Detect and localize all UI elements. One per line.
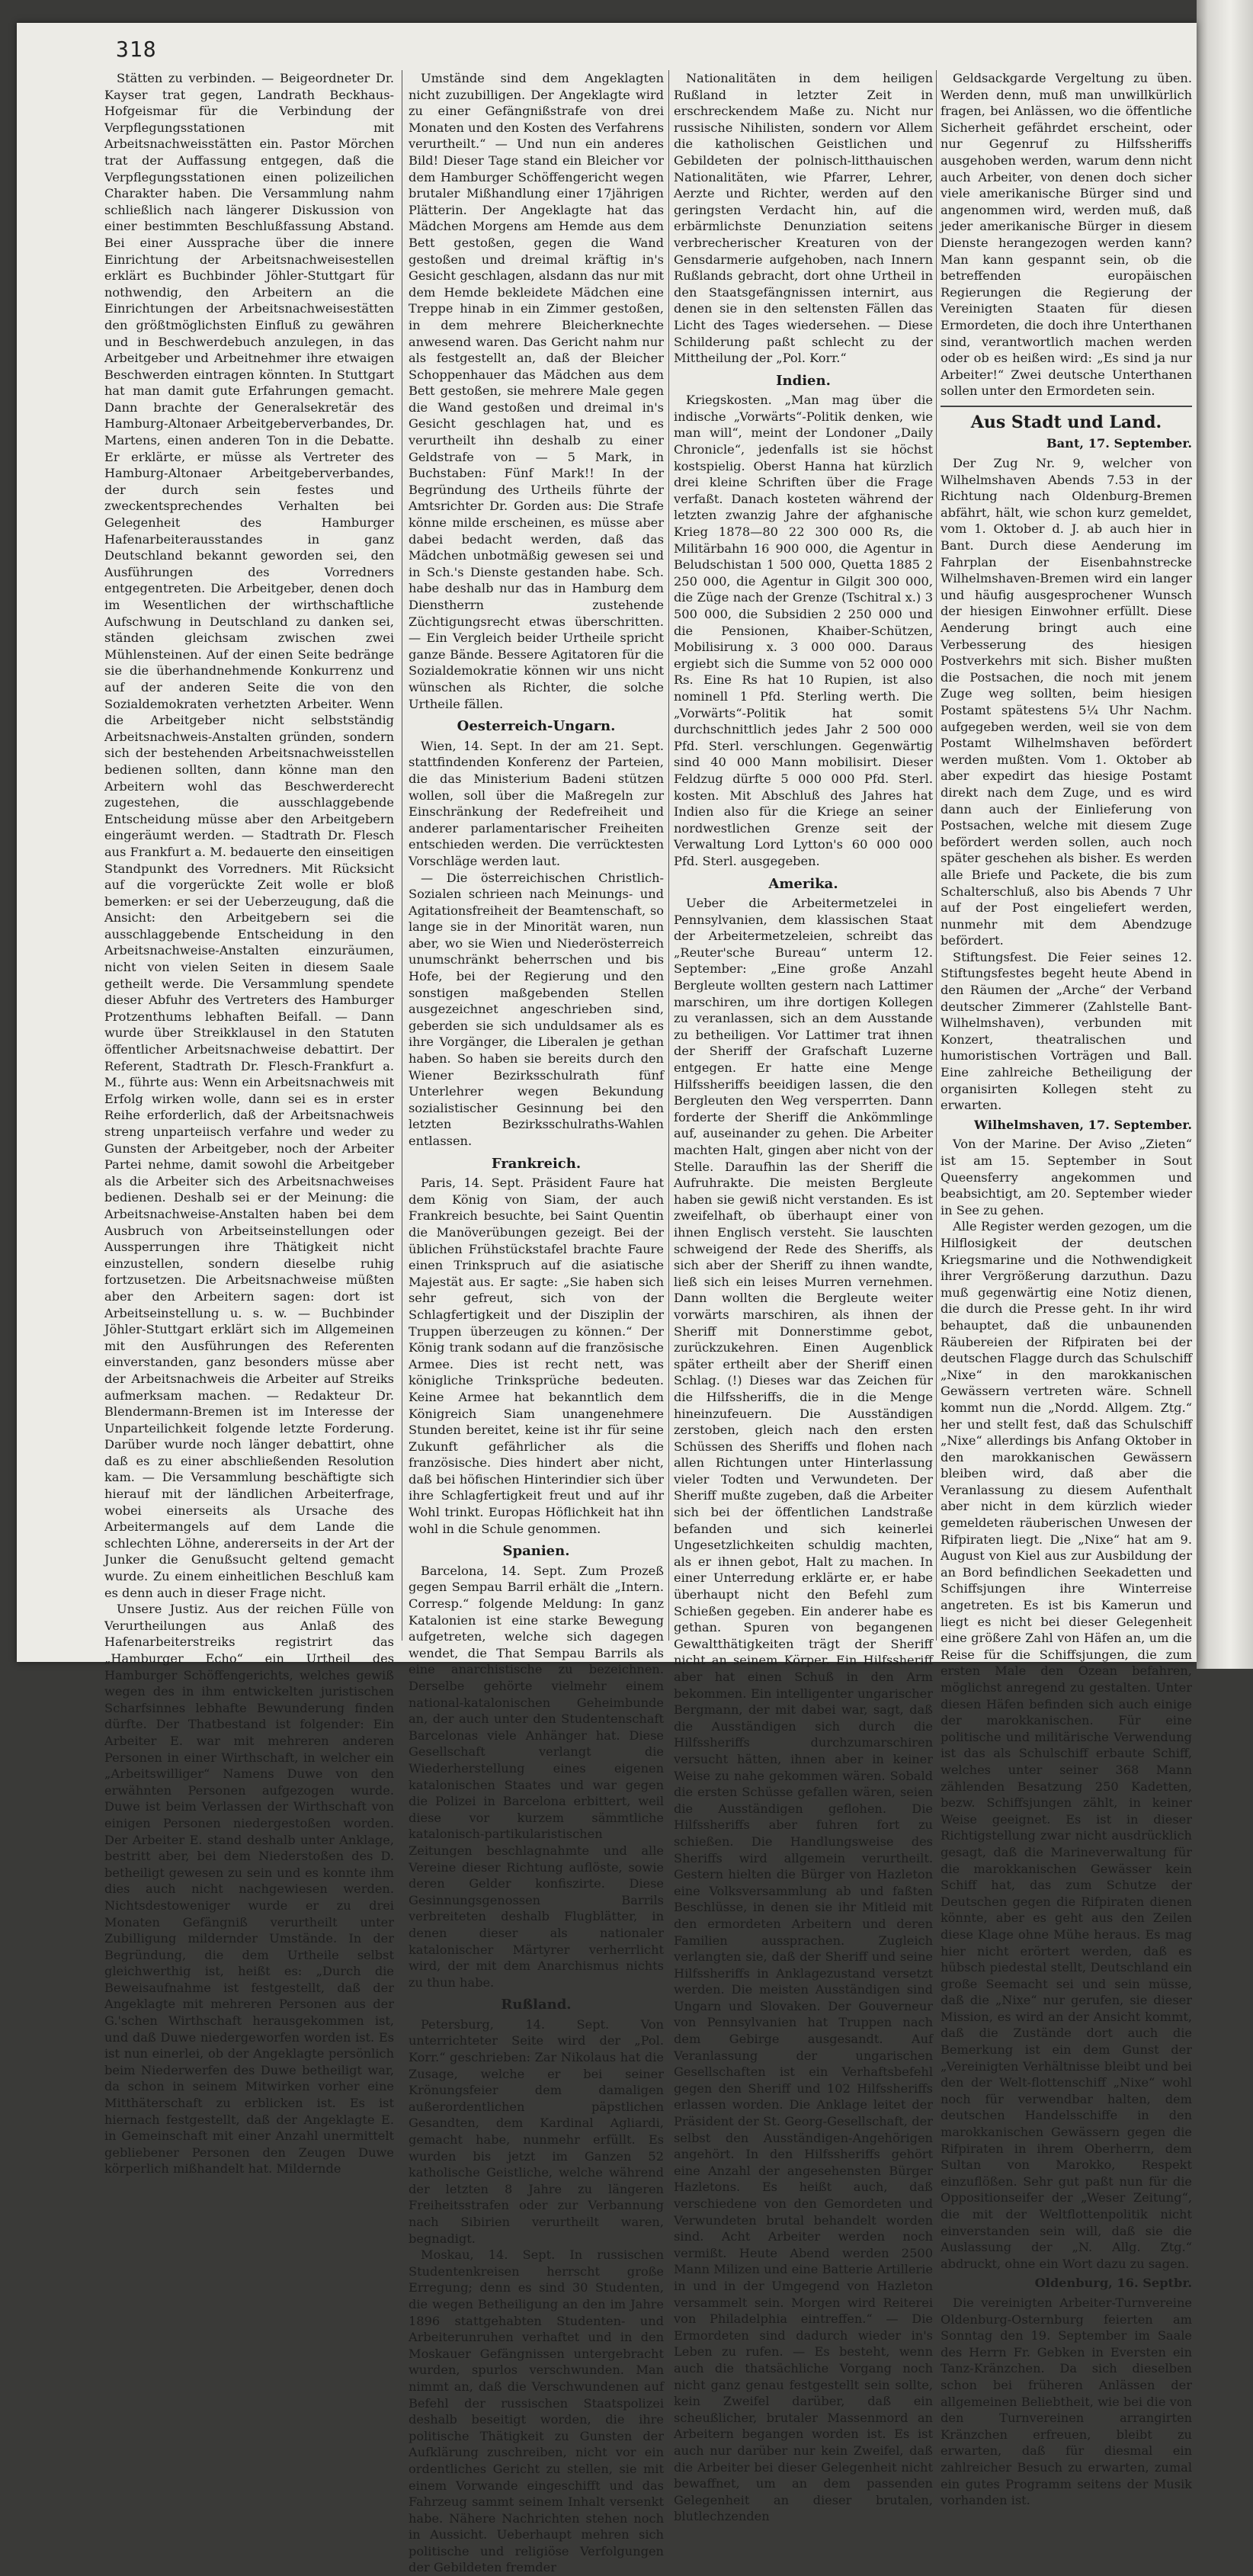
article-paragraph: Paris, 14. Sept. Präsident Faure hat dem König von Siam, der auch Frankreich besuchte, bei Saint Quentin die Manöverübungen gezeigt. Bei der üblichen Frühstückstafel brachte Faure einen Trinkspruch auf die asiatische Majestät aus. Er sagte: „Sie haben sich sehr gefreut, sich von der Schlagfertigkeit und der Disziplin der Truppen überzeugen zu können.“ Der König trank sodann auf die französische Armee. Dies ist recht nett, was königliche Trinksprüche bedeuten. Keine Armee hat bekanntlich dem Königreich Siam unangenehmere Stunden bereitet, keine ist ihr für seine Zukunft gefährlicher als die französische. Dies hindert aber nicht, daß bei höfischen Hinterindier sich über ihre Schlagfertigkeit freut und auf ihr Wohl trinkt. Europas Höflichkeit hat ihn wohl in die Schule genommen. [409,1176,664,1536]
divider [941,406,1192,407]
article-paragraph: Kriegskosten. „Man mag über die indische „Vorwärts“-Politik denken, wie man will“, meint der Londoner „Daily Chronicle“, jedenfalls ist sie höchst kostspielig. Oberst Hanna hat kürzlich drei kleine Schriften über die Frage verfaßt. Danach kosteten während der letzten zwanzig Jahre der afghanische Krieg 1878—80 22 300 000 Rs, die Militärbahn 16 900 000, die Agentur in Beludschistan 1 500 000, Quetta 1885 2 250 000, die Agentur in Gilgit 300 000, die Züge nach der Grenze (Tschitral x.) 3 500 000, die Subsidien 2 250 000 und die Pensionen, Khaiber-Schützen, Mobilisirung x. 3 000 000. Daraus ergiebt sich die Summe von 52 000 000 Rs. Eine Rs hat 10 Rupien, ist also nominell 1 Pfd. Sterling werth. Die „Vorwärts“-Politik hat somit durchschnittlich jedes Jahr 2 500 000 Pfd. Sterl. verschlungen. Gegenwärtig sind 40 000 Mann mobilisirt. Dieser Feldzug dürfte 5 000 000 Pfd. Sterl. kosten. Mit Abschluß des Jahres hat Indien also für die Kriege an seiner nordwestlichen Grenze seit der Verwaltung Lord Lytton's 60 000 000 Pfd. Sterl. ausgegeben. [674,393,933,868]
column-1 [104,70,394,2177]
article-paragraph: Petersburg, 14. Sept. Von unterrichteter Seite wird der „Pol. Korr.“ geschrieben: Zar Nikolaus hat die Zusage, welche er bei seiner Krönungsfeier dem damaligen außerordentlichen päpstlichen Gesandten, dem Kardinal Agliardi, gemacht habe, nunmehr erfüllt. Es wurden bis jetzt im Ganzen 52 katholische Geistliche, welche während der letzten 8 Jahre zu längeren Freiheitsstrafen oder zur Verbannung nach Sibirien verurtheilt waren, begnadigt. [409,2016,664,2246]
article-paragraph: Stätten zu verbinden. — Beigeordneter Dr. Kayser trat gegen, Landrath Beckhaus-Hofgeismar für die Verbindung der Verpflegungsstationen mit Arbeitsnachweisstätten ein. Pastor Mörchen trat der Auffassung entgegen, daß die Verpflegungsstationen einen polizeilichen Charakter haben. Die Versammlung nahm schließlich nach längerer Diskussion von einer bestimmten Beschlußfassung Abstand. Bei einer Aussprache über die innere Einrichtung der Arbeitsnachweisestellen erklärt es Buchbinder Jöhler-Stuttgart für nothwendig, den Arbeitern an die Einrichtungen der Arbeitsnachweisestätten den größtmöglichsten Einfluß zu gewähren und in Beschwerdebuch anzulegen, in das Arbeitgeber und Arbeitnehmer ihre etwaigen Beschwerden eintragen könnten. In Stuttgart hat man damit gute Erfahrungen gemacht. Dann brachte der Generalsekretär des Hamburg-Altonaer Arbeitgeberverbandes, Dr. Martens, einen anderen Ton in die Debatte. Er erklärte, er müsse als Vertreter des Hamburg-Altonaer Arbeitgeberverbandes, der durch sein festes und zweckentsprechendes Verhalten bei Gelegenheit des Hamburger Hafenarbeiterausstandes in ganz Deutschland bekannt geworden sei, den Ausführungen des Vorredners entgegentreten. Die Arbeitgeber, denen doch im Wesentlichen der wirthschaftliche Aufschwung in Deutschland zu danken sei, ständen gleichsam zwischen zwei Mühlensteinen. Auf der einen Seite bedränge sie die überhandnehmende Konkurrenz und auf der anderen Seite die von den Sozialdemokraten verhetzten Arbeiter. Wenn die Arbeitgeber nicht selbstständig Arbeitsnachweis-Anstalten gründen, sondern sich der bestehenden Arbeitsnachweisstellen bedienen sollten, dann könne man den Arbeitern wohl das Beschwerderecht zugestehen, die ausschlaggebende Entscheidung müsse aber den Arbeitgebern eingeräumt werden. — Stadtrath Dr. Flesch aus Frankfurt a. M. bedauerte den einseitigen Standpunkt des Vorredners. Mit Rücksicht auf die vorgerückte Zeit wolle er bloß bemerken: er sei der Ueberzeugung, daß die Ansicht: den Arbeitgebern sei die ausschlaggebende Entscheidung in den Arbeitsnachweise-Anstalten einzuräumen, nicht von vielen Seiten in diesem Saale getheilt werde. Die Versammlung spendete dieser Abfuhr des Vertreters des Hamburger Protzenthums lebhaften Beifall. — Dann wurde über Streikklausel in den Statuten öffentlicher Arbeitsnachweise debattirt. Der Referent, Stadtrath Dr. Flesch-Frankfurt a. M., führte aus: Wenn ein Arbeitsnachweis mit Erfolg wirken wolle, dann sei es in erster Reihe erforderlich, daß der Arbeitsnachweis streng unparteiisch verfahre und weder zu Gunsten der Arbeitgeber, noch der Arbeiter Partei nehme, damit sowohl die Arbeitgeber als die Arbeiter sich des Arbeitsnachweises bedienen. Deshalb sei er der Meinung: die Arbeitsnachweise-Anstalten haben bei dem Ausbruch von Arbeitseinstellungen oder Aussperrungen ihre Thätigkeit nicht einzustellen, sondern dieselbe ruhig fortzusetzen. Die Arbeitsnachweise müßten aber den Arbeitern sagen: dort ist Arbeitseinstellung u. s. w. — Buchbinder Jöhler-Stuttgart erklärt sich im Allgemeinen mit den Ausführungen des Referenten einverstanden, ganz besonders müsse aber der Arbeitsnachweis die Arbeiter auf Streiks aufmerksam machen. — Redakteur Dr. Blendermann-Bremen ist im Interesse der Unparteilichkeit folgende letzte Forderung. Darüber wurde noch länger debattirt, ohne daß es zu einer abschließenden Resolution kam. — Die Versammlung beschäftigte sich hierauf mit der ländlichen Arbeiterfrage, wobei einerseits als Ursache des Arbeitermangels auf dem Lande die schlechten Löhne, andererseits in der Art der Junker die Genußsucht geltend gemacht wurde. Zu einem einheitlichen Beschluß kam es denn auch in dieser Frage nicht. [104,71,394,1600]
article-paragraph: Unsere Justiz. Aus der reichen Fülle von Verurtheilungen aus Anlaß des Hafenarbeiterstreiks registrirt das „Hamburger Echo“ ein Urtheil des Hamburger Schöffengerichts, welches gewiß wegen des in ihm entwickelten juristischen Scharfsinnes lebhafte Bewunderung finden dürfte. Der Thatbestand ist folgender: Ein Arbeiter E. war mit mehreren anderen Personen in einer Wirthschaft, in welcher ein „Arbeitswilliger“ Namens Duwe von den erwähnten Personen aufgezogen wurde. Duwe ist beim Verlassen der Wirthschaft von einigen Personen niedergestoßen worden. Der Arbeiter E. stand deshalb unter Anklage, bestritt aber, bei dem Niederstoßen des D. betheiligt gewesen zu sein und es konnte ihm dies auch nicht nachgewiesen werden. Nichtsdestoweniger wurde er zu drei Monaten Gefängniß verurtheilt unter Zubilligung mildernder Umstände. In der Begründung, die dem Urtheile selbst gleichwerthig ist, heißt es: „Durch die Beweisaufnahme ist festgestellt, daß der Angeklagte mit mehreren Personen aus der G.'schen Wirthschaft herausgekommen ist, und daß Duwe niedergeworfen worden ist. Es ist nun einerlei, ob der Angeklagte persönlich beim Niederwerfen des Duwe betheiligt war, da schon in seinem Mitwirken vorher eine Mitthäterschaft zu erblicken ist. Es ist hiernach festgestellt, daß der Angeklagte E. in Gemeinschaft mit einer Anzahl unermittelt gebliebener Personen den Zeugen Duwe körperlich mißhandelt hat. Mildernde [104,1602,394,2177]
column-2 [409,70,664,2575]
article-paragraph: Barcelona, 14. Sept. Zum Prozeß gegen Sempau Barril erhält die „Intern. Corresp.“ folgende Meldung: In ganz Katalonien ist eine starke Bewegung aufgetreten, welche sich dagegen wendet, die That Sempau Barrils als eine anarchistische zu bezeichnen. Derselbe gehörte vielmehr einem national-katalonischen Geheimbunde an, der auch unter den Studentenschaft Barcelonas viele Anhänger hat. Diese Gesellschaft verlangt die Wiederherstellung eines eigenen katalonischen Staates und war gegen die Polizei in Barcelona erbittert, weil diese vor kurzem sämmtliche katalonisch-partikularistischen Zeitungen beschlagnahmte und alle Vereine dieser Richtung auflöste, sowie deren Gelder konfiszirte. Diese Gesinnungsgenossen Barrils verbreiteten deshalb Flugblätter, in denen dieser als nationaler katalonischer Märtyrer verherrlicht wird, der mit dem Anarchismus nichts zu thun habe. [409,1563,664,1990]
article-paragraph: — Die österreichischen Christlich-Sozialen schrieen nach Meinungs- und Agitationsfreiheit der Beamtenschaft, so lange sie in der Minorität waren, nun aber, wo sie Wien und Niederösterreich unumschränkt beherrschen und bis Hofe, bei der Regierung und den sonstigen maßgebenden Stellen ausgezeichnet angeschrieben sind, geberden sie sich unduldsamer als es ihre Vorgänger, die Liberalen je gethan haben. So haben sie bereits durch den Wiener Bezirksschulrath fünf Unterlehrer wegen Bekundung sozialistischer Gesinnung bei den letzten Bezirksschulraths-Wahlen entlassen. [409,870,664,1148]
article-paragraph: Alle Register werden gezogen, um die Hilflosigkeit der deutschen Kriegsmarine und die Nothwendigkeit ihrer Vergrößerung darzuthun. Dazu muß gegenwärtig eine Notiz dienen, die durch die Presse geht. In ihr wird behauptet, daß die unbaunenden Räubereien der Rifpiraten bei der deutschen Flagge durch das Schulschiff „Nixe“ in den marokkanischen Gewässern vertreten wäre. Schnell kommt nun die „Nordd. Allgem. Ztg.“ her und stellt fest, daß das Schulschiff „Nixe“ allerdings bis Anfang Oktober in den marokkanischen Gewässern bleiben wird, daß aber die Veranlassung zu diesem Aufenthalt aber nicht in dem kürzlich wieder gemeldeten räuberischen Unwesen der Rifpiraten liegt. Die „Nixe“ hat am 9. August von Kiel aus zur Ausbildung der an Bord befindlichen Seekadetten und Schiffsjungen ihre Winterreise angetreten. Es ist bis Kamerun und liegt es nicht bei dieser Gelegenheit eine größere Zahl von Häfen an, um die Reise für die Schiffsjungen, die zum ersten Male den Ozean befahren, möglichst anregend zu gestalten. Unter diesen Häfen befinden sich auch einige der marokkanischen. Für eine politische und militärische Verwendung ist das als Schulschiff erbaute Schiff, welches unter seiner 368 Mann zählenden Besatzung 250 Kadetten, bezw. Schiffsjungen zählt, in keiner Weise geeignet. Es ist in dieser Richtigstellung zwar nicht ausdrücklich gesagt, daß die Marineverwaltung für die marokkanischen Gewässer kein Schiff hat, das zum Schutze der Deutschen gegen die Rifpiraten dienen könnte, aber es geht aus den Zeilen diese Klage ohne Mühe heraus. Es mag hier nicht erörtert werden, daß es hübsch piedestal stellt, Deutschland ein große Seemacht sei und sein müsse, daß die „Nixe“ nur gerufen, sie dieser Mission, es wird an der Ansicht kommt, daß die Zustände dort auch die Bemerkung ist ein dem Gunst der „Vereinigten Verhältnisse bleibt und bei den der Welt-flottenschiff „Nixe“ wohl noch für verwendbar halten, dem deutschen Handelsschiffe in den marokkanischen Gewässern gegen die Rifpiraten in ihrem Oberherrn, dem Sultan von Marokko, Respekt einzuflößen. Sehr gut paßt nun für die Oppositionseifer der „Weser Zeitung“, die mit der Weltflottenpolitik nicht einverstanden sein will, daß sie die Auslassung der „N. Allg. Ztg.“ abdruckt, ohne ein Wort dazu zu sagen. [941,1219,1192,2271]
section-heading: Frankreich. [491,1155,582,1172]
column-rule [936,70,937,1641]
section-heading: Amerika. [768,875,838,892]
section-heading: Indien. [776,372,831,389]
column-3 [674,70,933,2524]
column-4 [941,70,1192,2508]
article-paragraph: Von der Marine. Der Aviso „Zieten“ ist am 15. September in Sout Queensferry angekommen und beabsichtigt, am 20. September wieder in See zu gehen. [941,1137,1192,1217]
dateline: Oldenburg, 16. Septbr. [1034,2276,1192,2291]
section-title: Aus Stadt und Land. [970,412,1162,432]
section-heading: Oesterreich-Ungarn. [457,718,616,735]
binding-edge [1197,0,1253,1669]
article-paragraph: Geldsackgarde Vergeltung zu üben. Werden denn, muß man unwillkürlich fragen, bei Anlässen, wo die öffentliche Sicherheit gefährdet erscheint, oder nur Gegenruf zu Hilfssheriffs ausgehoben werden, warum denn nicht auch Arbeiter, von denen doch sicher viele amerikanische Bürger sind und angenommen wird, werden muß, daß jeder amerikanische Bürger in diesem Dienste herangezogen werden kann? Man kann gespannt sein, ob die betreffenden europäischen Regierungen die Regierung der Vereinigten Staaten für diesen Ermordeten, die doch ihre Unterthanen sind, verantwortlich machen werden oder ob es heißen wird: „Es sind ja nur Arbeiter!“ Zwei deutsche Unterthanen sollen unter den Ermordeten sein. [941,71,1192,399]
article-paragraph: Nationalitäten in dem heiligen Rußland in letzter Zeit in erschreckendem Maße zu. Nicht nur russische Nihilisten, sondern vor Allem die katholischen Geistlichen und Gebildeten der polnisch-litthauischen Nationalitäten, wie Pfarrer, Lehrer, Aerzte und Richter, werden auf den geringsten Verdacht hin, auf die erbärmlichste Denunziation seitens verbrecherischer Kreaturen von der Gensdarmerie aufgehoben, nach Innern Rußlands gebracht, dort ohne Urtheil in den Staatsgefängnissen internirt, aus denen sie in den seltensten Fällen das Licht des Tages wiedersehen. — Diese Schilderung paßt schlecht zu der Mittheilung der „Pol. Korr.“ [674,71,933,366]
column-rule [668,70,669,1641]
article-paragraph: Die vereinigten Arbeiter-Turnvereine Oldenburg-Osternburg feierten am Sonntag den 19. September im Saale des Herrn Fr. Gebken in Eversten ein Tanz-Kränzchen. Da sich dieselben schon bei früheren Anlässen der allgemeinen Beliebtheit, wie bei die von den Turnvereinen arrangirten Kränzchen erfreuen, bleibt zu erwarten, daß für diesmal ein zahlreicher Besuch zu erwarten, zumal ein gutes Programm seitens der Musik vorhanden ist. [941,2295,1192,2508]
section-heading: Spanien. [502,1543,570,1560]
newspaper-page [17,23,1197,2575]
article-paragraph: Wien, 14. Sept. In der am 21. Sept. stattfindenden Konferenz der Parteien, die das Ministerium Badeni stützen wollen, soll über die Maßregeln zur Einschränkung der Redefreiheit und anderer parlamentarischer Freiheiten entschieden werden. Die verrücktesten Vorschläge werden laut. [409,738,664,868]
article-paragraph: Ueber die Arbeitermetzelei in Pennsylvanien, dem klassischen Staat der Arbeitermetzeleien, schreibt das „Reuter'sche Bureau“ unterm 12. September: „Eine große Anzahl Bergleute wollten gestern nach Lattimer marschiren, um ihre dortigen Kollegen zu veranlassen, sich an dem Ausstande zu betheiligen. Vor Lattimer trat ihnen der Sheriff der Grafschaft Luzerne entgegen. Er hatte eine Menge Hilfssheriffs beeidigen lassen, die den Bergleuten den Weg versperrten. Dann forderte der Sheriff die Ankömmlinge auf, auseinander zu gehen. Die Arbeiter machten Halt, gingen aber nicht von der Stelle. Daraufhin las der Sheriff die Aufruhrakte. Die meisten Bergleute haben sie gewiß nicht verstanden. Es ist zweifelhaft, ob überhaupt einer von ihnen Englisch versteht. Sie lauschten schweigend der Rede des Sheriffs, als sich aber der Sheriff zu ihnen wandte, ließ sich ein leises Murren vernehmen. Dann wollten die Bergleute weiter vorwärts marschiren, als ihnen der Sheriff mit Donnerstimme gebot, zurückzukehren. Einen Augenblick später ertheilt aber der Sheriff einen Schlag. (!) Dieses war das Zeichen für die Hilfssheriffs, die in die Menge hineinzufeuern. Die Ausständigen zerstoben, gleich nach den ersten Schüssen des Sheriffs und flohen nach allen Richtungen unter Hinterlassung vieler Todten und Verwundeten. Der Sheriff mußte zugeben, daß die Arbeiter sich bei der öffentlichen Landstraße befanden und sich keinerlei Ungesetzlichkeiten schuldig machten, als er ihnen gebot, Halt zu machen. In einer Unterredung erklärte er, er habe überhaupt nicht den Befehl zum Schießen gegeben. Ein anderer habe es gethan. Spuren von begangenen Gewaltthätigkeiten trägt der Sheriff nicht an seinem Körper. Ein Hilfssheriff aber hat einen Schuß in den Arm bekommen. Ein intelligenter ungarischer Bergmann, der mit dabei war, sagt, daß die Ausständigen sich durch die Hilfssheriffs durchzumarschiren versucht hätten, ihnen aber in keiner Weise zu nahe gekommen wären. Sobald die ersten Schüsse gefallen wären, seien die Ausständigen geflohen. Die Hilfssheriffs aber fuhren fort zu schießen. Die Handlungsweise des Sheriffs wird allgemein verurtheilt. Gestern hielten die Bürger von Hazleton eine Volksversammlung ab und faßten Beschlüsse, in denen sie ihr Mitleid mit den ermordeten Arbeitern und deren Familien aussprachen. Zugleich verlangten sie, daß der Sheriff und seine Hilfssheriffs in Anklagezustand versetzt werden. Die meisten Ausständigen sind Ungarn und Slovaken. Der Gouverneur von Pennsylvanien hat Truppen nach dem Gebirge ausgesandt. Auf Veranlassung der ungarischen Gesellschaften ist ein Verhaftsbefehl gegen den Sheriff und 102 Hilfssheriffs erlassen worden. Die Anklage leitet der Präsident der St. Georg-Gesellschaft, der selbst den Ausständigen-Angehörigen angehört. In den Hilfssheriffs gehört eine Anzahl der angesehensten Bürger Hazletons. Es heißt auch, daß verschiedene von den Gemordeten und Verwundeten brutal behandelt worden sind. Acht Arbeiter werden noch vermißt. Heute Abend werden 2500 Mann Milizen und eine Batterie Artillerie in und in der Umgegend von Hazleton versammelt sein. Morgen wird Reiterei von Philadelphia eintreffen.“ — Die Ermordeten sind dadurch wieder in's Leben zu rufen. — Es besteht, wenn auch die thatsächliche Vorgang noch nicht ganz genau festgestellt sein sollte, kein Zweifel darüber, daß ein scheußlicher, brutaler Massenmord an Arbeitern begangen worden ist. Es ist auch nur darüber nur kein Zweifel, daß die Arbeiter bei dieser Gelegenheit nicht bewaffnet, um an dem passenden Gelegenheit an dieser brutalen, blutlechzenden [674,896,933,2524]
dateline: Wilhelmshaven, 17. September. [974,1117,1192,1132]
article-paragraph: Stiftungsfest. Die Feier seines 12. Stiftungsfestes begeht heute Abend in den Räumen der „Arche“ der Verband deutscher Zimmerer (Zahlstelle Bant-Wilhelmshaven), verbunden mit Konzert, theatralischen und humoristischen Vorträgen und Ball. Eine zahlreiche Betheiligung der organisirten Kollegen steht zu erwarten. [941,949,1192,1113]
dateline: Bant, 17. September. [1046,436,1192,451]
section-heading: Rußland. [501,1997,572,2013]
page-number: 318 [116,37,157,62]
article-paragraph: Moskau, 14. Sept. In russischen Studentenkreisen herrscht große Erregung; denn es sind 30 Studenten, die wegen Betheiligung an den im Jahre 1896 stattgehabten Studenten- und Arbeiterunruhen verhaftet und in den Moskauer Gefängnissen untergebracht wurden, spurlos verschwunden. Man nimmt an, daß die Verschwundenen auf Befehl der russischen Staatspolizei deshalb beseitigt worden, die ihre politische Thätigkeit zu Gunsten der Aufklärung zuschreiben, nicht vor ein ordentliches Gericht zu stellen, sie mit einem Vorwande eingeschifft und das Fahrzeug sammt seinem Inhalt versenkt habe. Nähere Nachrichten stehen noch in Aussicht. Ueberhaupt mehren sich politische und religiöse Verfolgungen der Gebildeten fremder [409,2247,664,2575]
article-paragraph: Umstände sind dem Angeklagten nicht zuzubilligen. Der Angeklagte wird zu einer Gefängnißstrafe von drei Monaten und den Kosten des Verfahrens verurtheilt.“ — Und nun ein anderes Bild! Dieser Tage stand ein Bleicher vor dem Hamburger Schöffengericht wegen brutaler Mißhandlung einer 17jährigen Plätterin. Der Angeklagte hat das Mädchen Morgens am Hemde aus dem Bett gestoßen, gegen die Wand gestoßen und dreimal kräftig in's Gesicht geschlagen, alsdann das nur mit dem Hemde bekleidete Mädchen eine Treppe hinab in ein Zimmer gestoßen, in dem mehrere Bleicherknechte anwesend waren. Das Gericht nahm nur als festgestellt an, daß der Bleicher Schoppenhauer das Mädchen aus dem Bett gestoßen, sie mehrere Male gegen die Wand gestoßen und dreimal in's Gesicht geschlagen hat, und es verurtheilt ihn deshalb zu einer Geldstrafe von — 5 Mark, in Buchstaben: Fünf Mark!! In der Begründung des Urtheils führte der Amtsrichter Dr. Gorden aus: Die Strafe könne milde erscheinen, es müsse aber dabei bedacht werden, daß das Mädchen unbotmäßig gewesen sei und in Sch.'s Dienste gestanden habe. Sch. habe deshalb nur das in Hamburg dem Dienstherrn zustehende Züchtigungsrecht etwas überschritten. — Ein Vergleich beider Urtheile spricht ganze Bände. Bessere Agitatoren für die Sozialdemokratie können wir uns nicht wünschen als Richter, die solche Urtheile fällen. [409,71,664,711]
article-paragraph: Der Zug Nr. 9, welcher von Wilhelmshaven Abends 7.53 in der Richtung nach Oldenburg-Bremen abfährt, hält, wie schon kurz gemeldet, vom 1. Oktober d. J. ab auch hier in Bant. Durch diese Aenderung im Fahrplan der Eisenbahnstrecke Wilhelmshaven-Bremen wird ein langer und häufig ausgesprochener Wunsch der hiesigen Einwohner erfüllt. Diese Aenderung bringt auch eine Verbesserung des hiesigen Postverkehrs mit sich. Bisher mußten die Postsachen, die noch mit jenem Zuge weg sollten, beim hiesigen Postamt spätestens 5¼ Uhr Nachm. aufgegeben werden, weil sie von dem Postamt Wilhelmshaven befördert werden mußten. Vom 1. Oktober ab aber expedirt das hiesige Postamt direkt nach dem Zuge, und es wird dann auch der Einlieferung von Postsachen, welche mit diesem Zuge befördert werden sollen, auch noch später geschehen als bisher. Es werden alle Briefe und Packete, die bis zum Schalterschluß, also bis Abends 7 Uhr auf der Post eingeliefert werden, nunmehr mit dem Abendzuge befördert. [941,456,1192,948]
